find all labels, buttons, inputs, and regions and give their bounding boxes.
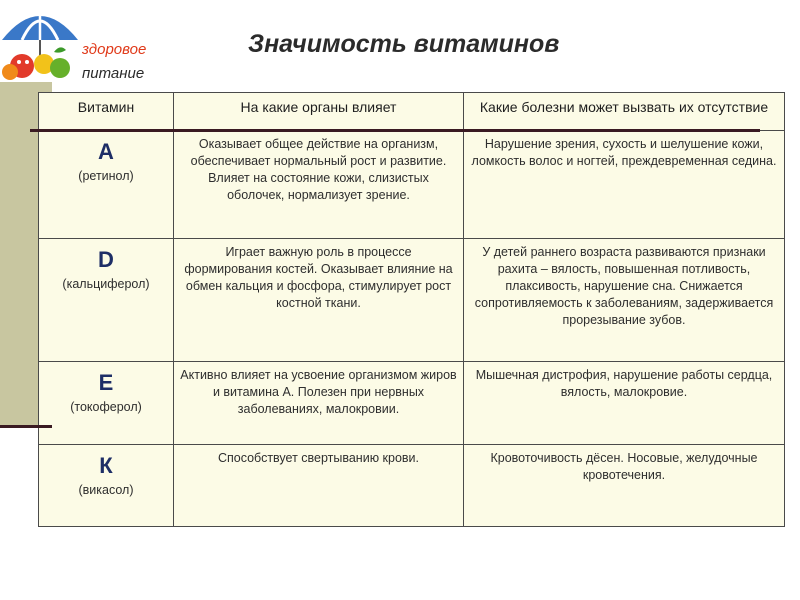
decor-line-bottom bbox=[0, 425, 52, 428]
deficiency-text: Нарушение зрения, сухость и шелушение кожи, ломкость волос и ногтей, преждевременная седина. bbox=[471, 137, 777, 168]
brand-line-1: здоровое bbox=[82, 41, 147, 58]
deficiency-cell bbox=[464, 131, 785, 239]
vitamin-letter: D bbox=[98, 247, 114, 272]
header-vitamin: Витамин bbox=[39, 93, 174, 131]
effect-text: Активно влияет на усвоение организмом жиров и витамина А. Полезен при нервных заболеваниях, малокровии. bbox=[180, 368, 457, 416]
brand-line-2: питание bbox=[82, 65, 145, 82]
header-organs: На какие органы влияет bbox=[174, 93, 464, 131]
table-row bbox=[39, 239, 785, 362]
header-diseases: Какие болезни может вызвать их отсутствие bbox=[464, 93, 785, 131]
vitamins-table bbox=[38, 92, 785, 527]
page-title: Значимость витаминов bbox=[248, 30, 560, 58]
table-row bbox=[39, 131, 785, 239]
effect-cell bbox=[174, 239, 464, 362]
effect-cell bbox=[174, 131, 464, 239]
effect-cell bbox=[174, 362, 464, 445]
decor-line-top bbox=[30, 129, 760, 132]
vitamin-cell bbox=[39, 239, 174, 362]
effect-text: Играет важную роль в процессе формирования костей. Оказывает влияние на обмен кальция и фосфора, стимулирует рост костной ткани. bbox=[184, 245, 453, 310]
vitamin-name: (викасол) bbox=[78, 483, 134, 497]
effect-cell bbox=[174, 445, 464, 527]
vitamin-name: (ретинол) bbox=[78, 169, 134, 183]
vitamin-letter: A bbox=[98, 139, 114, 164]
vitamin-letter: К bbox=[99, 453, 113, 478]
effect-text: Способствует свертыванию крови. bbox=[217, 451, 420, 465]
table-row bbox=[39, 362, 785, 445]
vitamin-name: (токоферол) bbox=[70, 400, 142, 414]
brand-label bbox=[82, 38, 146, 86]
deficiency-text: Кровоточивость дёсен. Носовые, желудочные кровотечения. bbox=[490, 451, 758, 482]
table-header-row bbox=[39, 93, 785, 131]
effect-text: Оказывает общее действие на организм, обеспечивает нормальный рост и развитие. Влияет на состояние кожи, слизистых оболочек, нормализует зрение. bbox=[190, 137, 447, 202]
vitamin-cell bbox=[39, 131, 174, 239]
table-row bbox=[39, 445, 785, 527]
vitamin-name: (кальциферол) bbox=[62, 277, 150, 291]
deficiency-text: Мышечная дистрофия, нарушение работы сердца, вялость, малокровие. bbox=[475, 368, 773, 399]
deficiency-text: У детей раннего возраста развиваются признаки рахита – вялость, повышенная потливость, плаксивость, нарушение сна. Снижается сопротивляемость к заболеваниям, задерживается прорезывание зубов. bbox=[474, 245, 774, 327]
healthy-food-logo bbox=[0, 0, 80, 82]
vitamin-letter: E bbox=[98, 370, 114, 395]
vitamin-cell bbox=[39, 445, 174, 527]
deficiency-cell bbox=[464, 362, 785, 445]
deficiency-cell bbox=[464, 239, 785, 362]
vitamin-cell bbox=[39, 362, 174, 445]
deficiency-cell bbox=[464, 445, 785, 527]
